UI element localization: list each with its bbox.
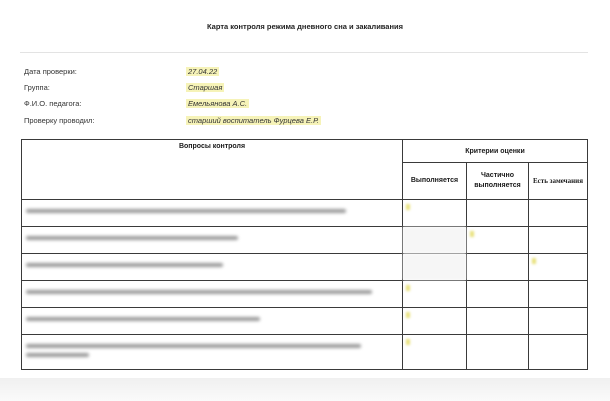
table-row: [22, 254, 588, 281]
partial-cell: [467, 227, 529, 254]
partial-cell: [467, 254, 529, 281]
header-partial: Частично выполняется: [467, 163, 529, 200]
header-done: Выполняется: [403, 163, 467, 200]
mark-icon: [406, 204, 410, 210]
partial-cell: [467, 335, 529, 370]
meta-row-group: [24, 81, 224, 93]
meta-label: Проверку проводил:: [24, 115, 95, 125]
remarks-cell: [529, 200, 588, 227]
remarks-cell: [529, 254, 588, 281]
partial-cell: [467, 308, 529, 335]
document-title: Карта контроля режима дневного сна и закаливания: [207, 22, 403, 31]
control-table: [21, 139, 588, 370]
question-cell: [22, 281, 403, 308]
meta-row-inspector: [24, 114, 321, 126]
meta-row-date: [24, 65, 219, 77]
table-row: [22, 308, 588, 335]
mark-icon: [406, 285, 410, 291]
done-cell: [403, 254, 467, 281]
question-cell: [22, 254, 403, 281]
mark-icon: [532, 258, 536, 264]
question-cell: [22, 308, 403, 335]
meta-value: 27.04.22: [188, 66, 218, 76]
remarks-cell: [529, 227, 588, 254]
question-cell: [22, 200, 403, 227]
done-cell: [403, 308, 467, 335]
meta-value: Старшая: [188, 82, 223, 92]
remarks-cell: [529, 281, 588, 308]
partial-cell: [467, 200, 529, 227]
table-row: [22, 200, 588, 227]
header-criteria: Критерии оценки: [403, 140, 588, 163]
done-cell: [403, 227, 467, 254]
title-divider: [20, 52, 588, 53]
partial-cell: [467, 281, 529, 308]
meta-value: Емельянова А.С.: [188, 98, 248, 108]
table-row: [22, 335, 588, 370]
meta-row-teacher: [24, 97, 249, 109]
mark-icon: [406, 312, 410, 318]
header-remarks: Есть замечания: [529, 163, 588, 200]
meta-label: Дата проверки:: [24, 66, 77, 76]
done-cell: [403, 335, 467, 370]
question-cell: [22, 335, 403, 370]
table-row: [22, 227, 588, 254]
mark-icon: [470, 231, 474, 237]
header-questions: Вопросы контроля: [22, 140, 403, 200]
page-bottom-shade: [0, 378, 610, 401]
remarks-cell: [529, 335, 588, 370]
done-cell: [403, 281, 467, 308]
question-cell: [22, 227, 403, 254]
meta-label: Группа:: [24, 82, 50, 92]
meta-label: Ф.И.О. педагога:: [24, 98, 82, 108]
remarks-cell: [529, 308, 588, 335]
meta-value: старший воспитатель Фурцева Е.Р.: [188, 115, 319, 125]
mark-icon: [406, 339, 410, 345]
done-cell: [403, 200, 467, 227]
table-row: [22, 281, 588, 308]
